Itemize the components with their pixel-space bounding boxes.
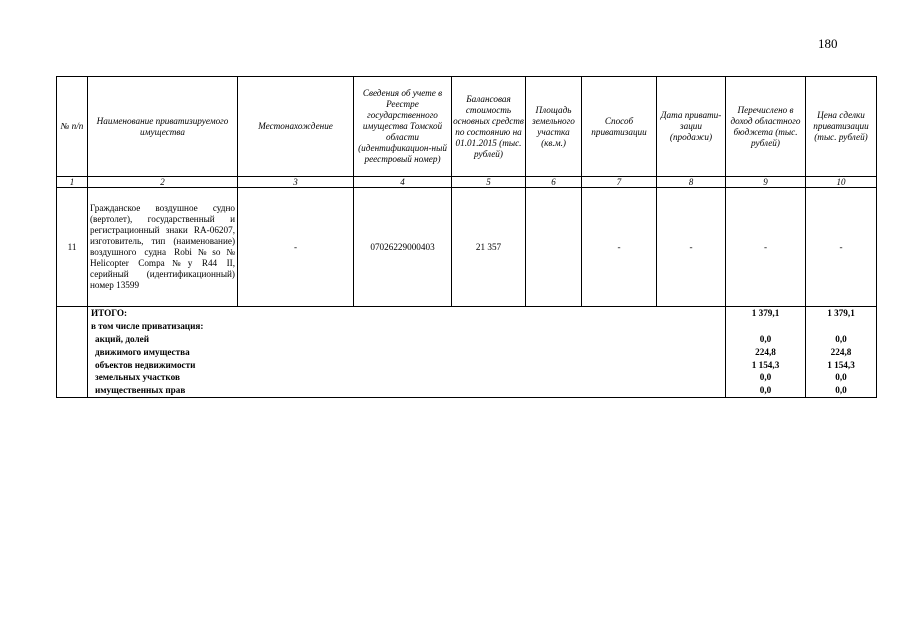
totals-blank-cell [57, 307, 88, 398]
column-number: 3 [238, 177, 354, 188]
total-label: движимого имущества [95, 346, 190, 357]
total-label: объектов недвижимости [95, 359, 196, 370]
totals-price-cell [806, 307, 877, 398]
column-number: 2 [88, 177, 238, 188]
totals-row [57, 307, 877, 398]
total-price-value: 224,8 [830, 346, 852, 357]
transferred-to-budget: - [726, 188, 806, 307]
privatization-table [56, 76, 877, 398]
privatization-method: - [582, 188, 657, 307]
total-transferred-value: 0,0 [759, 372, 772, 383]
land-area [526, 188, 582, 307]
total-transferred-value: 1 154,3 [751, 359, 780, 370]
total-label: имущественных прав [95, 385, 186, 396]
header-cell: Площадь земельного участка (кв.м.) [526, 77, 582, 177]
header-row [57, 77, 877, 177]
header-cell: Дата привати-зации (продажи) [657, 77, 726, 177]
total-price-value: 0,0 [835, 385, 847, 396]
column-number-row [57, 177, 877, 188]
total-price-value [807, 320, 875, 333]
total-price-value: 0,0 [835, 372, 847, 383]
total-price-value: 1 379,1 [827, 308, 855, 318]
column-number: 5 [452, 177, 526, 188]
header-cell: Наименование приватизируемого имущества [88, 77, 238, 177]
header-cell: Балансовая стоимость основных средств по состоянию на 01.01.2015 (тыс. рублей) [452, 77, 526, 177]
column-number: 4 [354, 177, 452, 188]
total-transferred-value: 224,8 [755, 346, 776, 357]
column-number: 7 [582, 177, 657, 188]
total-price-value: 1 154,3 [827, 359, 855, 370]
total-transferred-value [727, 320, 804, 333]
header-cell: Цена сделки приватизации (тыс. рублей) [806, 77, 877, 177]
row-number: 11 [57, 188, 88, 307]
column-number: 10 [806, 177, 877, 188]
column-number: 1 [57, 177, 88, 188]
property-location: - [238, 188, 354, 307]
privatization-date: - [657, 188, 726, 307]
total-label: ИТОГО: [91, 308, 128, 318]
total-transferred-value: 0,0 [759, 385, 772, 396]
total-label: в том числе приватизация: [91, 320, 204, 331]
page-number: 180 [818, 36, 838, 51]
column-number: 6 [526, 177, 582, 188]
header-cell: Способ приватизации [582, 77, 657, 177]
column-number: 9 [726, 177, 806, 188]
deal-price: - [806, 188, 877, 307]
property-name: Гражданское воздушное судно (вертолет), государственный и регистрационный знаки RA-06207, изготовитель, тип (наименование) воздушного судна Robi№so№ Helicopter Compa№y R44 II, серийный (идентификационный) номер 13599 [88, 188, 238, 307]
total-label: земельных участков [95, 372, 180, 383]
column-number: 8 [657, 177, 726, 188]
header-cell: № п/п [57, 77, 88, 177]
total-label: акций, долей [95, 333, 150, 344]
header-cell: Сведения об учете в Реестре государственного имущества Томской области (идентификацион-ный реестровый номер) [354, 77, 452, 177]
total-price-value: 0,0 [835, 333, 847, 344]
total-transferred-value: 0,0 [759, 333, 772, 344]
total-transferred-value: 1 379,1 [751, 308, 780, 318]
registry-number: 07026229000403 [354, 188, 452, 307]
balance-value: 21 357 [452, 188, 526, 307]
header-cell: Местонахождение [238, 77, 354, 177]
header-cell: Перечислено в доход областного бюджета (тыс. рублей) [726, 77, 806, 177]
totals-labels-cell [88, 307, 726, 398]
totals-transferred-cell [726, 307, 806, 398]
table-row [57, 188, 877, 307]
